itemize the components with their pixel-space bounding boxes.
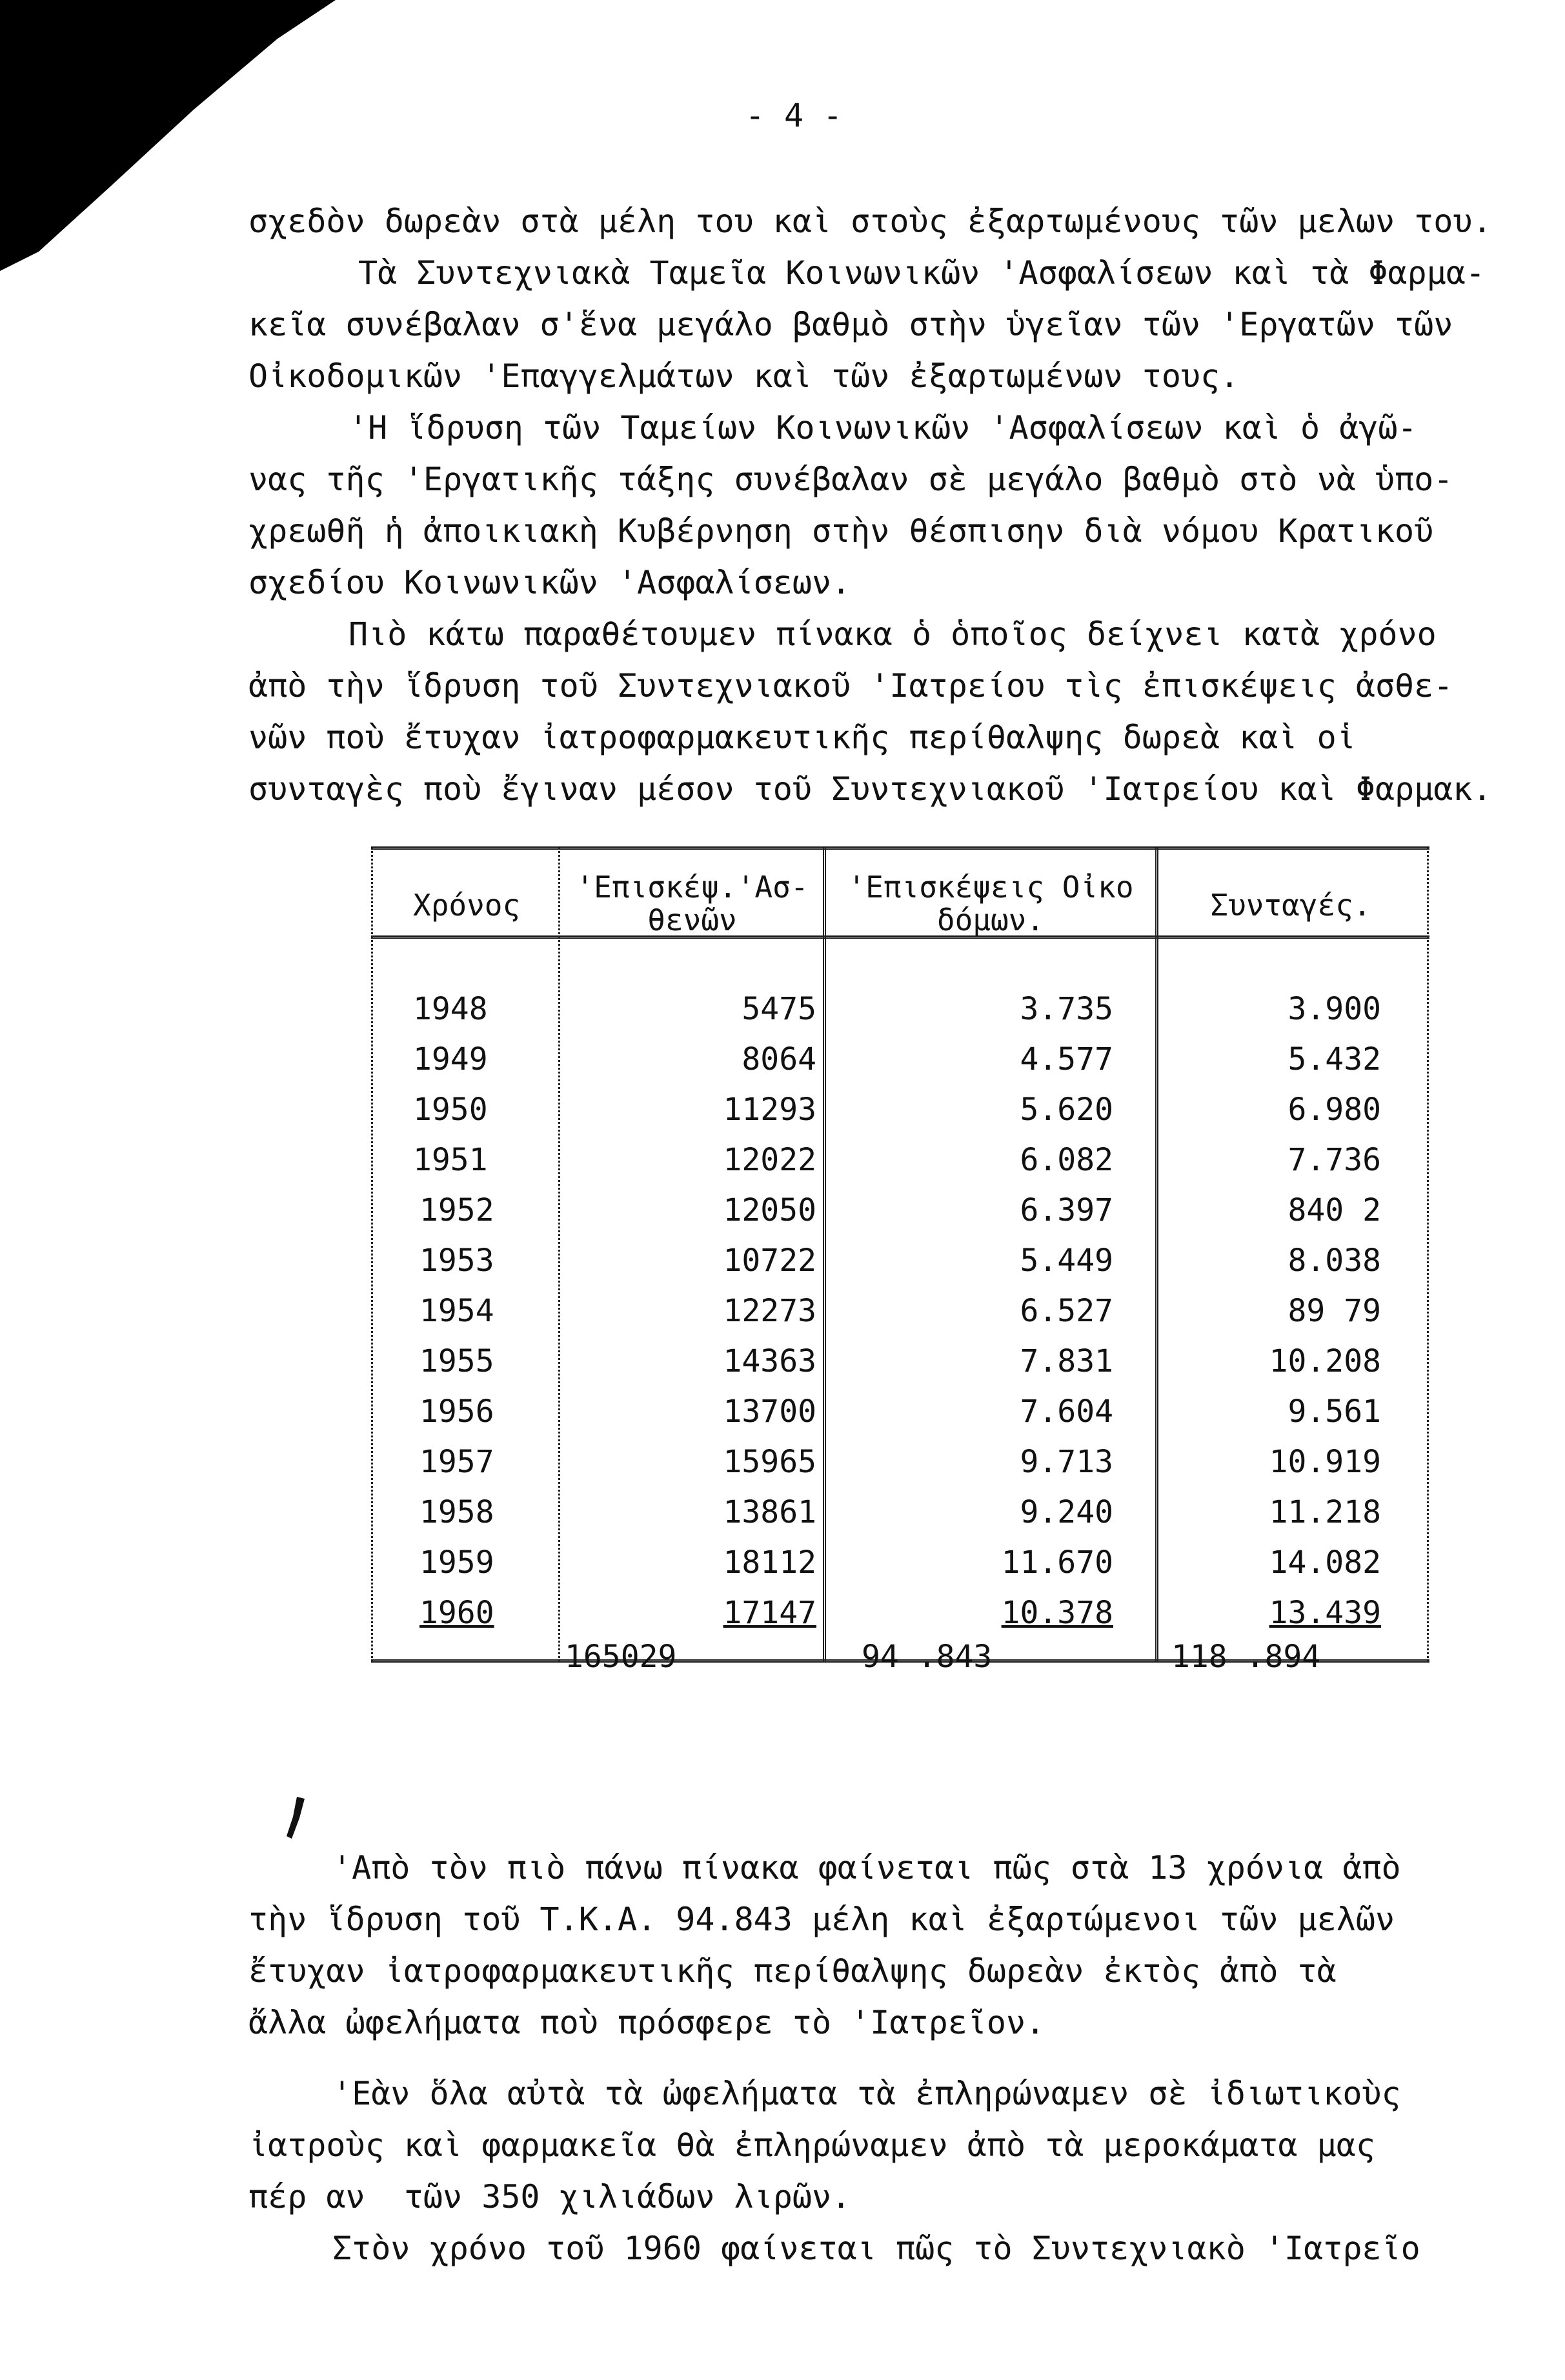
text-line: σχεδὸν δωρεὰν στὰ μέλη του καὶ στοὺς ἐξαρτωμένους τῶν μελων του.	[248, 203, 1492, 240]
total-home-visits: 94 .843	[862, 1639, 993, 1675]
text-line: νῶν ποὺ ἔτυχαν ἰατροφαρμακευτικῆς περίθαλψης δωρεὰ καὶ οἱ	[248, 719, 1356, 756]
page-number: - 4 -	[745, 97, 843, 134]
column-divider	[1155, 848, 1158, 1662]
table-cell: 6.527	[1020, 1293, 1113, 1329]
text-line: Στὸν χρόνο τοῦ 1960 φαίνεται πῶς τὸ Συντεχνιακὸ 'Ιατρεῖο	[332, 2230, 1420, 2267]
table-cell: 10.378	[1001, 1595, 1113, 1631]
header-patient-visits: 'Επισκέψ.'Ασ- θενῶν	[576, 870, 809, 937]
table-cell: 7.736	[1287, 1142, 1381, 1178]
text-line: Πιὸ κάτω παραθέτουμεν πίνακα ὁ ὁποῖος δείχνει κατὰ χρόνο	[348, 615, 1437, 653]
table-cell: 3.735	[1020, 991, 1113, 1027]
table-cell: 12050	[723, 1192, 816, 1228]
table-cell: 11.218	[1269, 1494, 1381, 1530]
table-cell: 4.577	[1020, 1041, 1113, 1077]
table-cell: 6.397	[1020, 1192, 1113, 1228]
table-cell: 1950	[413, 1092, 488, 1128]
table-cell: 14.082	[1269, 1545, 1381, 1581]
text-line: ἀπὸ τὴν ἵδρυση τοῦ Συντεχνιακοῦ 'Ιατρείου τὶς ἐπισκέψεις ἀσθε-	[248, 667, 1453, 705]
table-cell: 7.604	[1020, 1394, 1113, 1430]
table-cell: 1952	[419, 1192, 494, 1228]
table-top-rule	[371, 846, 1429, 850]
table-cell: 840 2	[1287, 1192, 1381, 1228]
table-cell: 6.980	[1287, 1092, 1381, 1128]
table-cell: 89 79	[1287, 1293, 1381, 1329]
column-divider	[823, 848, 826, 1662]
column-divider	[558, 848, 560, 1662]
text-line: σχεδίου Κοινωνικῶν 'Ασφαλίσεων.	[248, 564, 851, 601]
table-cell: 8064	[742, 1041, 816, 1077]
table-left-border	[371, 848, 373, 1662]
text-line: συνταγὲς ποὺ ἔγιναν μέσον τοῦ Συντεχνιακοῦ 'Ιατρείου καὶ Φαρμακ.	[248, 770, 1492, 808]
pen-mark	[278, 1794, 316, 1845]
table-cell: 10.208	[1269, 1343, 1381, 1379]
table-cell: 18112	[723, 1545, 816, 1581]
table-cell: 5.432	[1287, 1041, 1381, 1077]
text-line: 'Εὰν ὅλα αὐτὰ τὰ ὠφελήματα τὰ ἐπληρώναμεν σὲ ἰδιωτικοὺς	[332, 2075, 1401, 2112]
table-cell: 1949	[413, 1041, 488, 1077]
table-cell: 1957	[419, 1444, 494, 1480]
table-cell: 5.449	[1020, 1243, 1113, 1279]
table-right-border	[1427, 848, 1429, 1662]
text-line: χρεωθῆ ἡ ἀποικιακὴ Κυβέρνηση στὴν θέσπισην διὰ νόμου Κρατικοῦ	[248, 512, 1434, 550]
text-line: νας τῆς 'Εργατικῆς τάξης συνέβαλαν σὲ μεγάλο βαθμὸ στὸ νὰ ὑπο-	[248, 461, 1453, 498]
table-cell: 1953	[419, 1243, 494, 1279]
table-cell: 11.670	[1001, 1545, 1113, 1581]
table-cell: 8.038	[1287, 1243, 1381, 1279]
text-line: ἄλλα ὠφελήματα ποὺ πρόσφερε τὸ 'Ιατρεῖον.	[248, 2004, 1045, 2041]
table-cell: 10.919	[1269, 1444, 1381, 1480]
table-cell: 13861	[723, 1494, 816, 1530]
statistics-table	[371, 839, 1429, 1690]
table-cell: 1960	[419, 1595, 494, 1631]
table-cell: 17147	[723, 1595, 816, 1631]
table-cell: 6.082	[1020, 1142, 1113, 1178]
text-line: πέρ αν τῶν 350 χιλιάδων λιρῶν.	[248, 2178, 851, 2215]
table-cell: 12022	[723, 1142, 816, 1178]
table-cell: 5.620	[1020, 1092, 1113, 1128]
table-cell: 1954	[419, 1293, 494, 1329]
text-line: κεῖα συνέβαλαν σ'ἕνα μεγάλο βαθμὸ στὴν ὑγεῖαν τῶν 'Εργατῶν τῶν	[248, 306, 1453, 343]
text-line: Τὰ Συντεχνιακὰ Ταμεῖα Κοινωνικῶν 'Ασφαλίσεων καὶ τὰ Φαρμα-	[358, 254, 1485, 292]
table-cell: 10722	[723, 1243, 816, 1279]
table-cell: 1948	[413, 991, 488, 1027]
table-cell: 1955	[419, 1343, 494, 1379]
table-cell: 1951	[413, 1142, 488, 1178]
table-cell: 13700	[723, 1394, 816, 1430]
table-cell: 5475	[742, 991, 816, 1027]
text-line: ἰατροὺς καὶ φαρμακεῖα θὰ ἐπληρώναμεν ἀπὸ τὰ μεροκάματα μας	[248, 2126, 1375, 2164]
table-cell: 9.713	[1020, 1444, 1113, 1480]
table-cell: 1958	[419, 1494, 494, 1530]
total-patient-visits: 165029	[565, 1639, 677, 1675]
header-prescriptions: Συνταγές.	[1210, 888, 1371, 923]
header-year: Χρόνος	[413, 888, 521, 923]
table-cell: 1956	[419, 1394, 494, 1430]
text-line: τὴν ἵδρυση τοῦ Τ.Κ.Α. 94.843 μέλη καὶ ἐξαρτώμενοι τῶν μελῶν	[248, 1901, 1395, 1938]
table-cell: 9.561	[1287, 1394, 1381, 1430]
total-prescriptions: 118 .894	[1171, 1639, 1321, 1675]
table-cell: 3.900	[1287, 991, 1381, 1027]
table-cell: 1959	[419, 1545, 494, 1581]
text-line: 'Η ἵδρυση τῶν Ταμείων Κοινωνικῶν 'Ασφαλίσεων καὶ ὁ ἀγῶ-	[348, 409, 1417, 446]
table-cell: 14363	[723, 1343, 816, 1379]
table-cell: 7.831	[1020, 1343, 1113, 1379]
table-cell: 15965	[723, 1444, 816, 1480]
text-line: 'Απὸ τὸν πιὸ πάνω πίνακα φαίνεται πῶς στὰ 13 χρόνια ἀπὸ	[332, 1849, 1401, 1886]
table-cell: 13.439	[1269, 1595, 1381, 1631]
table-cell: 9.240	[1020, 1494, 1113, 1530]
text-line: Οἰκοδομικῶν 'Επαγγελμάτων καὶ τῶν ἐξαρτωμένων τους.	[248, 357, 1240, 395]
table-cell: 12273	[723, 1293, 816, 1329]
table-cell: 11293	[723, 1092, 816, 1128]
header-home-visits: 'Επισκέψεις Οἰκο δόμων.	[847, 870, 1134, 937]
text-line: ἔτυχαν ἰατροφαρμακευτικῆς περίθαλψης δωρεὰν ἐκτὸς ἀπὸ τὰ	[248, 1952, 1337, 1990]
